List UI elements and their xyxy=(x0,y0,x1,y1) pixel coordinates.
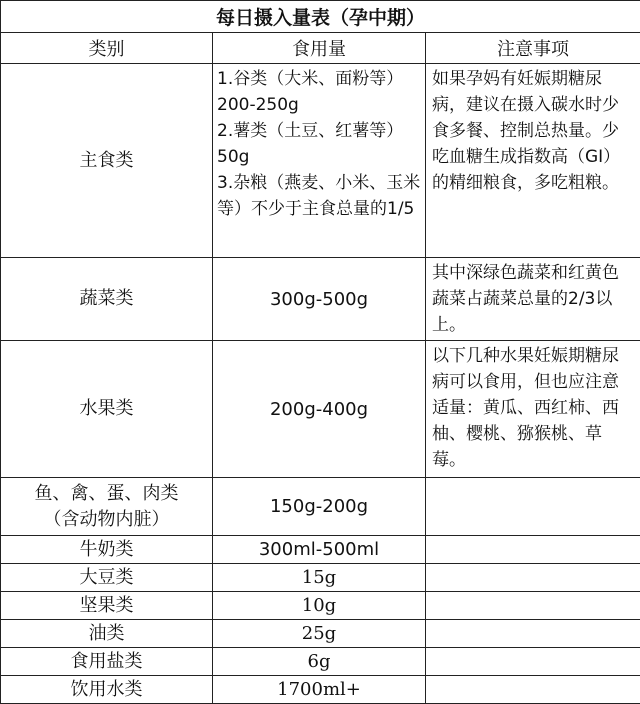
note-cell xyxy=(426,648,640,676)
table-row-nuts xyxy=(1,592,640,620)
note-cell xyxy=(426,592,640,620)
amount-cell: 1700ml+ xyxy=(213,676,426,704)
category-line: （含动物内脏） xyxy=(1,507,212,533)
header-amount: 食用量 xyxy=(213,33,426,64)
amount-line: 1.谷类（大米、面粉等）200-250g xyxy=(217,66,421,118)
amount-line: 3.杂粮（燕麦、小米、玉米等）不少于主食总量的1/5 xyxy=(217,170,421,222)
category-line: 鱼、禽、蛋、肉类 xyxy=(1,481,212,507)
table-row-vegetables xyxy=(1,258,640,341)
note-cell: 以下几种水果妊娠期糖尿病可以食用，但也应注意适量：黄瓜、西红柿、西柚、樱桃、猕猴桃、草莓。 xyxy=(426,341,640,478)
amount-cell: 6g xyxy=(213,648,426,676)
category-cell: 食用盐类 xyxy=(1,648,213,676)
table-row-milk xyxy=(1,536,640,564)
category-cell: 水果类 xyxy=(1,341,213,478)
amount-cell: 200g-400g xyxy=(213,341,426,478)
header-notes: 注意事项 xyxy=(426,33,640,64)
table-row-oil xyxy=(1,620,640,648)
table-row-water xyxy=(1,676,640,704)
amount-cell: 300ml-500ml xyxy=(213,536,426,564)
note-cell xyxy=(426,564,640,592)
category-cell: 油类 xyxy=(1,620,213,648)
amount-cell xyxy=(213,64,426,258)
amount-cell: 150g-200g xyxy=(213,478,426,536)
note-cell xyxy=(426,478,640,536)
table-row-meat xyxy=(1,478,640,536)
note-cell: 其中深绿色蔬菜和红黄色蔬菜占蔬菜总量的2/3以上。 xyxy=(426,258,640,341)
table-title: 每日摄入量表（孕中期） xyxy=(1,1,640,33)
category-cell: 主食类 xyxy=(1,64,213,258)
header-category: 类别 xyxy=(1,33,213,64)
category-cell: 坚果类 xyxy=(1,592,213,620)
table-row-soy xyxy=(1,564,640,592)
table-row-salt xyxy=(1,648,640,676)
category-cell: 牛奶类 xyxy=(1,536,213,564)
note-cell: 如果孕妈有妊娠期糖尿病，建议在摄入碳水时少食多餐、控制总热量。少吃血糖生成指数高（GI）的精细粮食，多吃粗粮。 xyxy=(426,64,640,258)
amount-cell: 10g xyxy=(213,592,426,620)
note-cell xyxy=(426,536,640,564)
category-cell: 大豆类 xyxy=(1,564,213,592)
note-cell xyxy=(426,676,640,704)
category-cell: 饮用水类 xyxy=(1,676,213,704)
amount-line: 2.薯类（土豆、红薯等）50g xyxy=(217,118,421,170)
note-cell xyxy=(426,620,640,648)
category-cell xyxy=(1,478,213,536)
table-row-staple xyxy=(1,64,640,258)
amount-cell: 300g-500g xyxy=(213,258,426,341)
table-row-fruit xyxy=(1,341,640,478)
amount-cell: 15g xyxy=(213,564,426,592)
amount-cell: 25g xyxy=(213,620,426,648)
category-cell: 蔬菜类 xyxy=(1,258,213,341)
